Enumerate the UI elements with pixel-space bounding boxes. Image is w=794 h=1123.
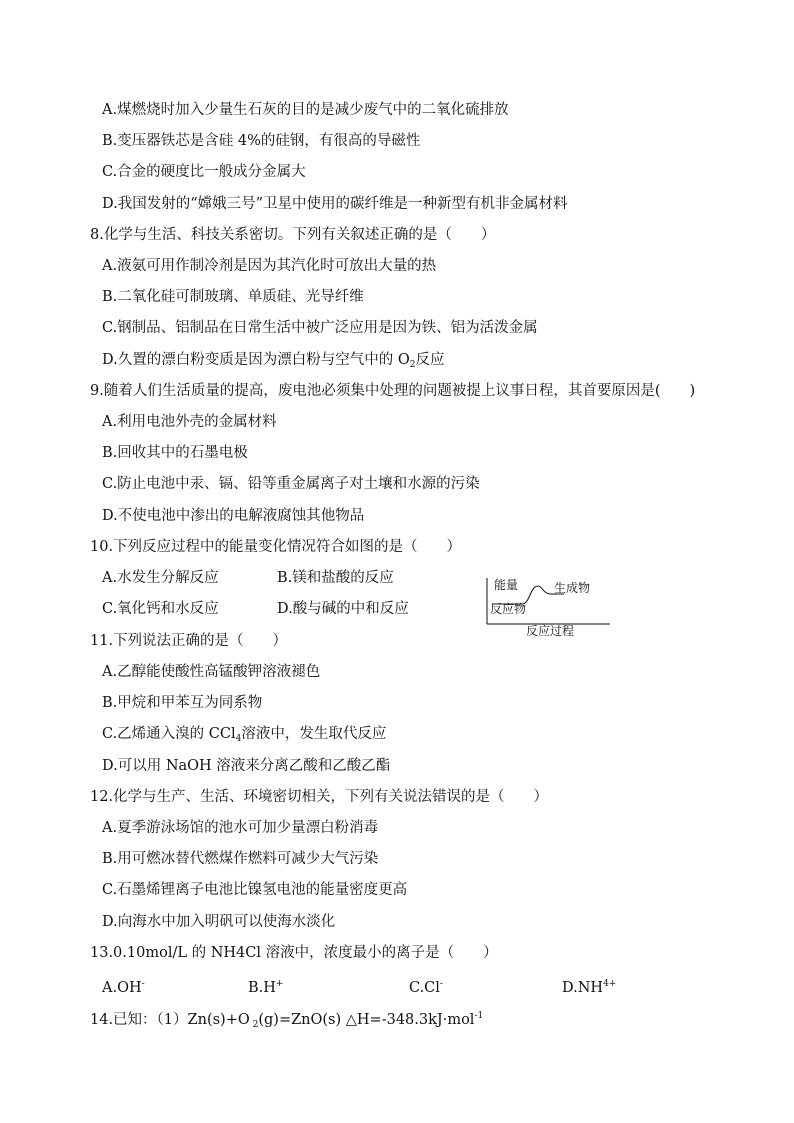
q8-option-d-subscript: 2	[409, 360, 416, 370]
energy-x-axis-label: 反应过程	[526, 624, 575, 636]
q8-option-b: B.二氧化硅可制玻璃、单质硅、光导纤维	[102, 289, 364, 305]
q7-option-c: C.合金的硬度比一般成分金属大	[102, 164, 306, 180]
q13-option-b-base: B.H	[248, 980, 276, 996]
q11-stem: 11.下列说法正确的是（ ）	[90, 633, 288, 649]
q8-option-d-prefix: D.久置的漂白粉变质是因为漂白粉与空气中的 O	[102, 352, 410, 368]
q9-option-d: D.不使电池中渗出的电解液腐蚀其他物品	[102, 508, 365, 524]
q13-option-c	[409, 974, 443, 998]
q8-option-c: C.钢制品、铝制品在日常生活中被广泛应用是因为铁、铝为活泼金属	[102, 320, 538, 336]
q7-option-b: B.变压器铁芯是含硅 4%的硅钢，有很高的导磁性	[102, 133, 421, 149]
q14-subscript: 2	[249, 1020, 259, 1030]
q10-stem: 10.下列反应过程中的能量变化情况符合如图的是（ ）	[90, 539, 462, 555]
q14-stem	[90, 1006, 483, 1035]
q10-option-a: A.水发生分解反应	[102, 570, 219, 586]
q13-option-d-base: D.NH	[562, 980, 604, 996]
q11-option-d: D.可以用 NaOH 溶液来分离乙酸和乙酸乙酯	[102, 758, 391, 774]
q13-option-b	[248, 974, 283, 998]
q12-option-b: B.用可燃冰替代燃煤作燃料可减少大气污染	[102, 851, 379, 867]
q11-option-c-suffix: 溶液中，发生取代反应	[241, 726, 387, 742]
q13-option-c-superscript: -	[439, 979, 443, 989]
q10-option-c: C.氧化钙和水反应	[102, 601, 219, 617]
energy-y-axis-label: 能量	[494, 578, 519, 592]
q12-stem: 12.化学与生产、生活、环境密切相关，下列有关说法错误的是（ ）	[90, 789, 549, 805]
q7-option-a: A.煤燃烧时加入少量生石灰的目的是减少废气中的二氧化硫排放	[102, 102, 509, 118]
energy-diagram	[484, 572, 612, 636]
q8-option-d-suffix: 反应	[415, 352, 445, 368]
q13-option-a-superscript: -	[141, 979, 145, 989]
q10-option-b: B.镁和盐酸的反应	[277, 570, 394, 586]
q8-stem: 8.化学与生活、科技关系密切。下列有关叙述正确的是（ ）	[90, 227, 496, 243]
q12-option-c: C.石墨烯锂离子电池比镍氢电池的能量密度更高	[102, 882, 408, 898]
energy-product-label: 生成物	[554, 581, 591, 595]
q9-option-b: B.回收其中的石墨电极	[102, 445, 248, 461]
q8-option-d	[102, 350, 444, 375]
q8-option-a: A.液氨可用作制冷剂是因为其汽化时可放出大量的热	[102, 258, 437, 274]
q13-option-d-superscript: 4+	[603, 979, 617, 989]
q13-option-d	[562, 974, 616, 998]
q13-option-a	[102, 974, 145, 998]
q12-option-a: A.夏季游泳场馆的池水可加少量漂白粉消毒	[102, 820, 379, 836]
q9-stem: 9.随着人们生活质量的提高，废电池必须集中处理的问题被提上议事日程，其首要原因是( )	[90, 383, 696, 399]
q14-part-2: (g)=ZnO(s) △H=-348.3kJ·mol	[258, 1012, 475, 1028]
q12-option-d: D.向海水中加入明矾可以使海水淡化	[102, 914, 336, 930]
q13-stem: 13.0.10mol/L 的 NH4Cl 溶液中，浓度最小的离子是（ ）	[90, 945, 498, 961]
q9-option-a: A.利用电池外壳的金属材料	[102, 414, 277, 430]
q10-option-d: D.酸与碱的中和反应	[277, 601, 409, 617]
q13-option-a-base: A.OH	[102, 980, 142, 996]
q13-option-b-superscript: +	[275, 979, 284, 989]
q11-option-c	[102, 724, 386, 749]
q11-option-b: B.甲烷和甲苯互为同系物	[102, 695, 263, 711]
q13-option-c-base: C.Cl	[409, 980, 440, 996]
q11-option-c-subscript: 4	[235, 734, 242, 744]
q9-option-c: C.防止电池中汞、镉、铅等重金属离子对土壤和水源的污染	[102, 476, 480, 492]
energy-reactant-label: 反应物	[490, 602, 527, 616]
q11-option-c-prefix: C.乙烯通入溴的 CCl	[102, 726, 236, 742]
q14-part-1: 14.已知：（1）Zn(s)+O	[90, 1012, 250, 1028]
q14-superscript: -1	[474, 1011, 484, 1021]
q11-option-a: A.乙醇能使酸性高锰酸钾溶液褪色	[102, 664, 321, 680]
q7-option-d: D.我国发射的“嫦娥三号”卫星中使用的碳纤维是一种新型有机非金属材料	[102, 196, 568, 212]
